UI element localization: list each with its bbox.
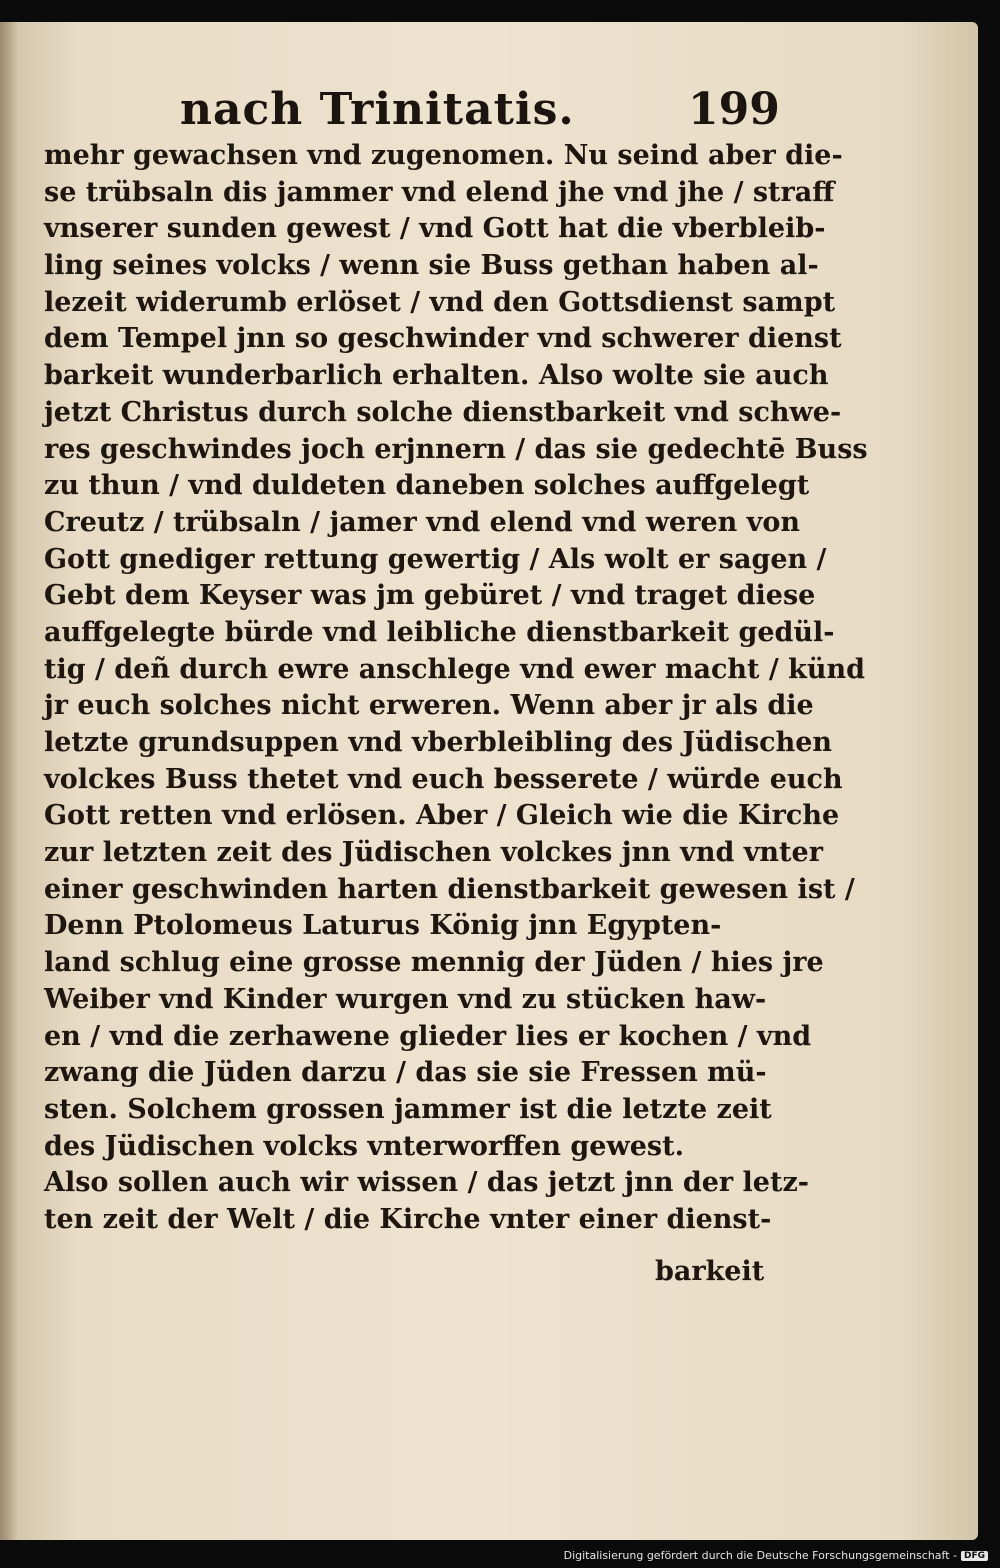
running-head: nach Trinitatis. xyxy=(180,84,575,135)
dfg-logo: DFG xyxy=(961,1551,988,1561)
text-line: jetzt Christus durch solche dienstbarkeit vnd schwe- xyxy=(44,396,842,428)
text-line: Gebt dem Keyser was jm gebüret / vnd traget diese xyxy=(44,580,816,612)
body-text xyxy=(44,138,868,1239)
text-line: Gott retten vnd erlösen. Aber / Gleich wie die Kirche xyxy=(44,800,840,832)
text-line: zur letzten zeit des Jüdischen volckes jnn vnd vnter xyxy=(44,837,823,869)
text-line: tig / deñ durch ewre anschlege vnd ewer macht / künd xyxy=(44,653,866,685)
text-line: Gott gnediger rettung gewertig / Als wolt er sagen / xyxy=(44,543,827,575)
text-line: barkeit wunderbarlich erhalten. Also wolte sie auch xyxy=(44,360,829,392)
text-line: Denn Ptolomeus Laturus König jnn Egypten- xyxy=(44,910,722,942)
text-line: einer geschwinden harten dienstbarkeit gewesen ist / xyxy=(44,873,855,905)
text-line: volckes Buss thetet vnd euch besserete / würde euch xyxy=(44,763,843,795)
catchword: barkeit xyxy=(655,1256,765,1287)
text-line: auffgelegte bürde vnd leibliche dienstbarkeit gedül- xyxy=(44,616,835,648)
page-number: 199 xyxy=(688,84,780,135)
text-line: zwang die Jüden darzu / das sie sie Fressen mü- xyxy=(44,1057,767,1089)
text-line: mehr gewachsen vnd zugenomen. Nu seind aber die- xyxy=(44,140,843,171)
digitization-credit xyxy=(564,1549,988,1562)
text-line: ling seines volcks / wenn sie Buss gethan haben al- xyxy=(44,250,819,282)
text-line: sten. Solchem grossen jammer ist die letzte zeit xyxy=(44,1093,772,1125)
text-line: se trübsaln dis jammer vnd elend jhe vnd jhe / straff xyxy=(44,176,835,208)
text-line: jr euch solches nicht erweren. Wenn aber jr als die xyxy=(44,690,814,722)
text-line: land schlug eine grosse mennig der Jüden / hies jre xyxy=(44,947,824,979)
text-line: en / vnd die zerhawene glieder lies er kochen / vnd xyxy=(44,1020,812,1052)
text-line: lezeit widerumb erlöset / vnd den Gottsdienst sampt xyxy=(44,286,836,318)
text-line: dem Tempel jnn so geschwinder vnd schwerer dienst xyxy=(44,323,842,355)
text-line: zu thun / vnd duldeten daneben solches auffgelegt xyxy=(44,470,810,502)
page-edge-shadow xyxy=(0,22,18,1540)
credit-text: Digitalisierung gefördert durch die Deutsche Forschungsgemeinschaft - xyxy=(563,1549,957,1562)
text-line: vnserer sunden gewest / vnd Gott hat die vberbleib- xyxy=(44,213,826,245)
text-line: res geschwindes joch erjnnern / das sie gedechtē Buss xyxy=(44,433,868,465)
text-line: Creutz / trübsaln / jamer vnd elend vnd weren von xyxy=(44,506,800,538)
text-line: Weiber vnd Kinder wurgen vnd zu stücken haw- xyxy=(44,983,767,1015)
text-line: Also sollen auch wir wissen / das jetzt jnn der letz- xyxy=(44,1167,809,1199)
text-line: ten zeit der Welt / die Kirche vnter einer dienst- xyxy=(44,1203,772,1235)
text-line: des Jüdischen volcks vnterworffen gewest. xyxy=(44,1130,684,1162)
text-line: letzte grundsuppen vnd vberbleibling des Jüdischen xyxy=(44,727,833,758)
